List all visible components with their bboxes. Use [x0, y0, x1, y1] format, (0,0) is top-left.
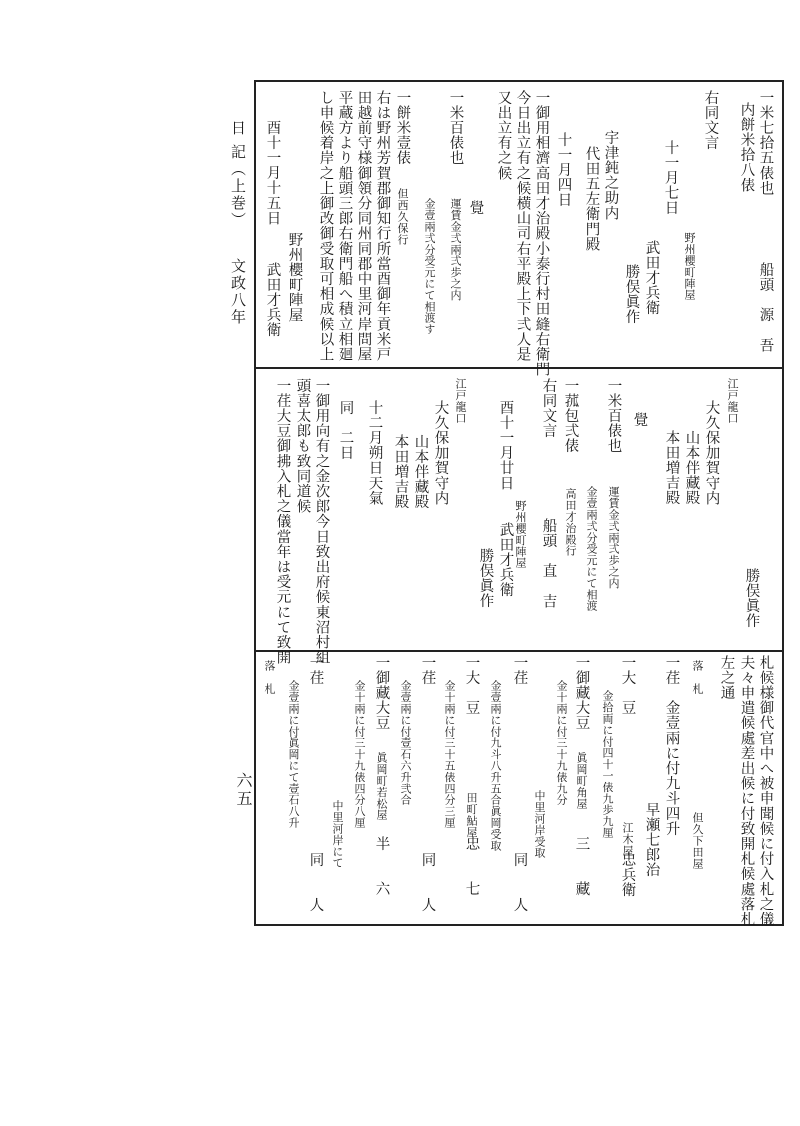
panel-top-line: 十一月四日 [555, 132, 572, 208]
panel-bottom-line: 金壹兩に付九斗八升五合眞岡受取 [489, 680, 502, 851]
section-divider-top [256, 367, 782, 369]
panel-top-small-line: 但西久保行 [396, 188, 409, 245]
panel-mid-line: 武田才兵衛 [497, 522, 514, 598]
panel-top-line: 右は野州芳賀郡御知行所當酉御年貢米戸 [374, 90, 391, 362]
panel-top-line: 一餅米壹俵 [394, 90, 411, 166]
panel-bottom-line: 半 六 [373, 836, 390, 897]
panel-bottom-line: 金十兩に付三十九俵四分八厘 [353, 680, 366, 829]
panel-bottom-line: 一大 豆 [463, 655, 480, 716]
panel-top-line: 内餅米拾八俵 [738, 102, 755, 193]
panel-bottom-line: 中里河岸受取 [533, 790, 546, 859]
panel-bottom-line: 落 札 [263, 660, 276, 695]
page-number: 六五 [234, 772, 253, 808]
panel-mid-line: 金壹兩弍分受元にて相渡 [585, 486, 598, 612]
panel-bottom-line: 田町鮎屋 [465, 792, 478, 838]
panel-mid-line: 右同文言 [540, 378, 557, 439]
panel-bottom-line: 江木屋 [621, 822, 634, 857]
panel-top-small-line: 船頭 源 吾 [757, 262, 774, 353]
panel-mid-line: 一米百俵也 [605, 378, 622, 454]
panel-mid-line: 一荏大豆御拂入札之儀當年は受元にて致開 [274, 378, 291, 665]
panel-top-line: 代田五左衛門殿 [583, 146, 600, 252]
panel-mid-line: 札候様御代官中へ被申聞候に付入札之儀 [757, 655, 774, 927]
panel-bottom-line: 一荏 [511, 655, 528, 686]
panel-bottom-line: 同 人 [419, 852, 436, 913]
panel-top-line: 宇津鈍之助内 [602, 130, 619, 221]
panel-mid-line: 江戸龍口 [454, 378, 467, 424]
panel-bottom-line: 同 人 [307, 852, 324, 913]
panel-mid-line: 覺 [631, 412, 648, 428]
panel-bottom-line: 眞岡町角屋 [575, 752, 588, 809]
panel-top-line: 覺 [467, 200, 484, 216]
panel-bottom-line: 金壹兩に付眞岡にて壹石八升 [287, 680, 300, 829]
panel-top-line: 一米百俵也 [447, 90, 464, 166]
era-heading: 文政八年 [229, 258, 247, 326]
panel-bottom-line: 一大 豆 [619, 655, 636, 716]
panel-mid-line: 本田増吉殿 [392, 434, 409, 510]
panel-top-small-line: 野州櫻町陣屋 [683, 232, 696, 301]
panel-mid-line: 勝俣眞作 [743, 568, 760, 629]
panel-top-line: し申候着岸之上御改御受取可相成候以上 [317, 90, 334, 362]
panel-mid-line: 本田増吉殿 [663, 430, 680, 506]
panel-mid-line: 一御用向有之金次郎今日致出府候東沼村組 [313, 378, 330, 665]
panel-top-small-line: 運賃金弍兩弍歩之内 [449, 198, 462, 301]
panel-mid-line: 江戸龍口 [726, 378, 739, 424]
panel-top-line: 勝俣眞作 [623, 264, 640, 325]
panel-bottom-line: 一荏 金壹兩に付九斗四升 [663, 655, 680, 837]
panel-bottom-line: 一御藏大豆 [373, 655, 390, 731]
book-title: 日 記（上巻） [229, 120, 247, 229]
panel-bottom-line: 落 札 [691, 660, 704, 695]
panel-bottom-line: 忠 七 [463, 836, 480, 897]
panel-top-line: 右同文言 [702, 90, 719, 151]
panel-bottom-line: 早瀬七郎治 [643, 802, 660, 878]
panel-top-line: 今日出立有之候横山司右平殿上下弍人是 [514, 90, 531, 362]
panel-top-line: 十一月七日 [662, 140, 679, 216]
panel-mid-line: 左之通 [718, 655, 735, 701]
panel-top-line: 又出立有之候 [495, 90, 512, 181]
panel-top-line: 田越前守様御領分同州同郡中里河岸問屋 [355, 90, 372, 362]
panel-bottom-line: 眞岡町若松屋 [375, 752, 388, 821]
panel-bottom-line: 金壹兩に付壹石六升弐合 [399, 680, 412, 806]
panel-bottom-line: 一御藏大豆 [573, 655, 590, 731]
panel-bottom-line: 金十兩に付三十五俵四分三厘 [443, 680, 456, 829]
panel-mid-line: 運賃金弍兩弍歩之内 [607, 486, 620, 589]
panel-mid-line: 頭喜太郎も致同道候 [294, 378, 311, 514]
panel-top-line: 野州櫻町陣屋 [286, 232, 303, 323]
panel-mid-line: 山本伴藏殿 [683, 430, 700, 506]
panel-mid-line: 勝俣眞作 [477, 548, 494, 609]
panel-top-small-line: 金壹兩弍分受元にて相渡す [423, 198, 436, 335]
section-divider-bottom [256, 650, 782, 652]
panel-mid-line: 山本伴藏殿 [412, 434, 429, 510]
panel-mid-line: 十二月朔日天氣 [366, 400, 383, 506]
panel-mid-line: 高田才治殿行 [564, 488, 577, 557]
panel-bottom-line: 忠兵衛 [619, 852, 636, 898]
panel-mid-line: 一菰包弍俵 [562, 378, 579, 454]
panel-mid-line: 酉十一月廿日 [497, 400, 514, 491]
panel-top-line: 武田才兵衛 [264, 262, 281, 338]
panel-top-line: 平蔵方より船頭三郎右衛門船へ積立相廻 [336, 90, 353, 362]
panel-bottom-line: 但久下田屋 [691, 812, 704, 869]
panel-mid-line: 大久保加賀守内 [432, 400, 449, 506]
panel-bottom-line: 同 人 [511, 852, 528, 913]
panel-bottom-line: 金拾両に付四十一俵九歩九厘 [601, 690, 614, 839]
panel-mid-line: 船頭 直 吉 [540, 518, 557, 609]
panel-bottom-line: 一荏 [307, 655, 324, 686]
panel-top-line: 酉十一月十五日 [264, 120, 281, 226]
panel-mid-line: 同 二日 [337, 400, 354, 461]
panel-bottom-line: 金十兩に付三十九俵九分 [555, 680, 568, 806]
panel-top-line: 一米七拾五俵也 [757, 90, 774, 196]
panel-bottom-line: 中里河岸にて [331, 800, 344, 869]
panel-mid-line: 野州櫻町陣屋 [514, 500, 527, 569]
panel-mid-line: 夫々申遣候處差出候に付致開札候處落札 [738, 655, 755, 927]
panel-top-line: 一御用相濟高田才治殿小泰行村田縫右衛門 [533, 90, 550, 377]
panel-mid-line: 大久保加賀守内 [703, 400, 720, 506]
panel-bottom-line: 三 藏 [573, 836, 590, 897]
panel-top-line: 武田才兵衛 [643, 240, 660, 316]
panel-bottom-line: 一荏 [419, 655, 436, 686]
